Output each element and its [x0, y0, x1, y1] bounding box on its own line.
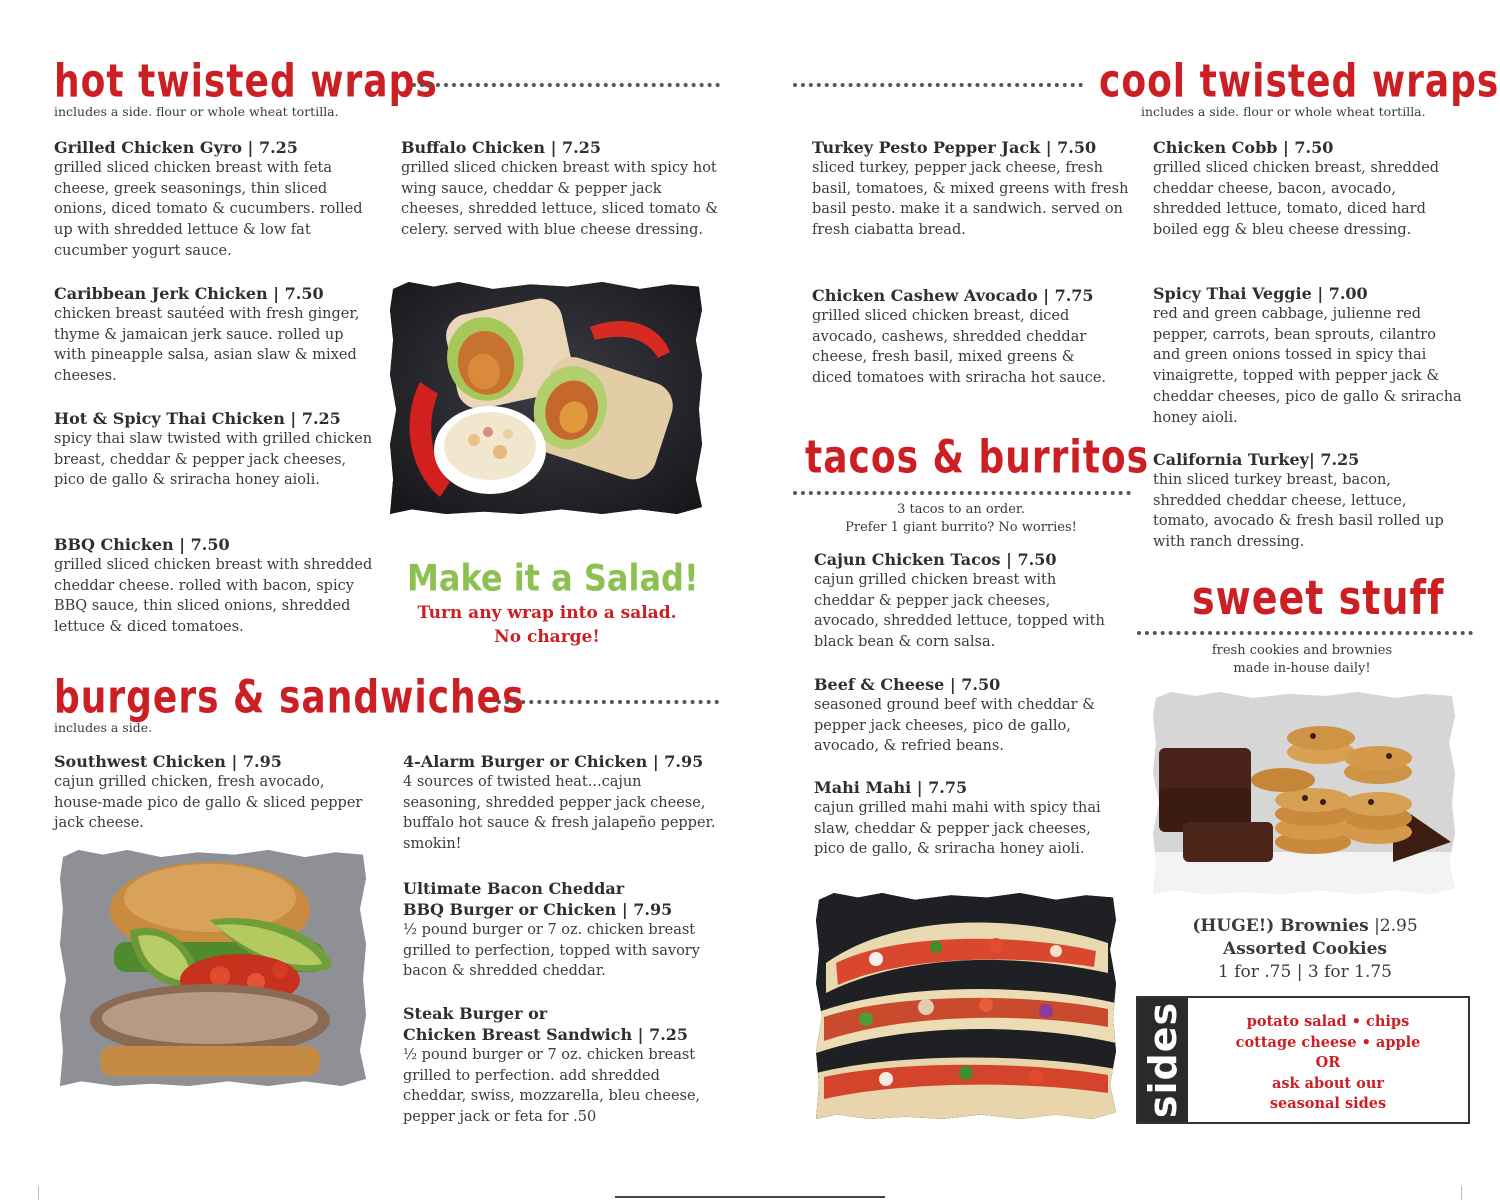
- item-price: 7.75: [1054, 286, 1094, 305]
- cookies-price: 1 for .75 | 3 for 1.75: [1218, 962, 1392, 982]
- menu-item-southwest-chicken: Southwest Chicken | 7.95 cajun grilled chicken, fresh avocado, house-made pico de gallo & sliced pepper jack cheese.: [54, 751, 374, 834]
- item-description: thin sliced turkey breast, bacon, shredded cheddar cheese, lettuce, tomato, avocado & fresh basil rolled up with ranch dressing.: [1153, 472, 1444, 551]
- item-price: 7.50: [284, 284, 324, 303]
- item-description: red and green cabbage, julienne red pepper, carrots, bean sprouts, cilantro and green onions tossed in spicy thai vinaigrette, topped with pepper jack & cheddar cheeses, pico de gallo & sriracha honey aioli.: [1153, 306, 1462, 426]
- item-description: grilled sliced chicken breast with spicy hot wing sauce, cheddar & pepper jack cheeses, shredded lettuce, sliced tomato & celery. served with blue cheese dressing.: [401, 160, 719, 239]
- item-name: BBQ Chicken: [54, 535, 174, 554]
- item-name-line1: Steak Burger or: [403, 1004, 548, 1023]
- burger-illustration: [60, 850, 366, 1086]
- item-name: Caribbean Jerk Chicken: [54, 284, 268, 303]
- cookies-illustration: [1153, 692, 1455, 894]
- item-price: 7.95: [633, 900, 673, 919]
- menu-item-beef-cheese: Beef & Cheese | 7.50 seasoned ground beef with cheddar & pepper jack cheeses, pico de gallo, avocado, & refried beans.: [814, 674, 1124, 757]
- item-description: grilled sliced chicken breast with shredded cheddar cheese. rolled with bacon, spicy BBQ sauce, thin sliced onions, shredded lettuce & diced tomatoes.: [54, 557, 373, 636]
- item-name-line2: BBQ Burger or Chicken: [403, 900, 617, 919]
- sweet-note-line1: fresh cookies and brownies: [1211, 643, 1393, 658]
- menu-item-steak-burger: Steak Burger or Chicken Breast Sandwich | 7.25 ½ pound burger or 7 oz. chicken breast grilled to perfection. add shredded cheddar, swiss, mozzarella, bleu cheese, pepper jack or feta for .50: [403, 1003, 723, 1128]
- item-description: spicy thai slaw twisted with grilled chicken breast, cheddar & pepper jack cheeses, pico de gallo & sriracha honey aioli.: [54, 431, 373, 489]
- menu-item-spicy-thai-veggie: Spicy Thai Veggie | 7.00 red and green cabbage, julienne red pepper, carrots, bean sprouts, cilantro and green onions tossed in spicy thai vinaigrette, topped with pepper jack & cheddar cheeses, pico de gallo & sriracha honey aioli.: [1153, 283, 1463, 428]
- sides-list: [1188, 1012, 1468, 1115]
- item-description: grilled sliced chicken breast, diced avocado, cashews, shredded cheddar cheese, fresh basil, mixed greens & diced tomatoes with sriracha hot sauce.: [812, 308, 1107, 387]
- tacos-photo: [816, 893, 1116, 1119]
- item-price: 7.95: [242, 752, 282, 771]
- tacos-note-line2: Prefer 1 giant burrito? No worries!: [845, 520, 1077, 535]
- item-name-line2: Chicken Breast Sandwich: [403, 1025, 633, 1044]
- item-name: California Turkey: [1153, 450, 1309, 469]
- item-name-line1: Ultimate Bacon Cheddar: [403, 879, 625, 898]
- burgers-divider: [497, 700, 719, 704]
- sides-line3: OR: [1315, 1054, 1341, 1071]
- item-name: Turkey Pesto Pepper Jack: [812, 138, 1041, 157]
- item-name: Buffalo Chicken: [401, 138, 546, 157]
- item-price: 7.50: [190, 535, 230, 554]
- menu-item-grilled-chicken-gyro: Grilled Chicken Gyro | 7.25 grilled sliced chicken breast with feta cheese, greek seasonings, thin sliced onions, diced tomato & cucumbers. rolled up with shredded lettuce & low fat cucumber yogurt sauce.: [54, 137, 374, 262]
- menu-item-chicken-cobb: Chicken Cobb | 7.50 grilled sliced chicken breast, shredded cheddar cheese, bacon, avocado, shredded lettuce, tomato, diced hard boiled egg & bleu cheese dressing.: [1153, 137, 1463, 241]
- item-description: ½ pound burger or 7 oz. chicken breast grilled to perfection, topped with savory bacon & shredded cheddar.: [403, 922, 700, 980]
- hot-wraps-subtitle: includes a side. flour or whole wheat tortilla.: [54, 104, 339, 119]
- menu-item-4-alarm-burger: 4-Alarm Burger or Chicken | 7.95 4 sources of twisted heat...cajun seasoning, shredded pepper jack cheese, buffalo hot sauce & fresh jalapeño pepper. smokin!: [403, 751, 723, 855]
- item-description: 4 sources of twisted heat...cajun seasoning, shredded pepper jack cheese, buffalo hot sauce & fresh jalapeño pepper. smokin!: [403, 774, 716, 853]
- menu-item-turkey-pesto-pepper-jack: Turkey Pesto Pepper Jack | 7.50 sliced turkey, pepper jack cheese, fresh basil, tomatoes, & mixed greens with fresh basil pesto. make it a sandwich. served on fresh ciabatta bread.: [812, 137, 1132, 241]
- sides-tab-label: sides: [1141, 1001, 1185, 1119]
- item-description: seasoned ground beef with cheddar & pepper jack cheeses, pico de gallo, avocado, & refried beans.: [814, 697, 1096, 755]
- sides-line5: seasonal sides: [1269, 1095, 1387, 1112]
- menu-item-buffalo-chicken: Buffalo Chicken | 7.25 grilled sliced chicken breast with spicy hot wing sauce, cheddar & pepper jack cheeses, shredded lettuce, sliced tomato & celery. served with blue cheese dressing.: [401, 137, 719, 241]
- item-name: Chicken Cobb: [1153, 138, 1278, 157]
- salad-promo-line2: No charge!: [494, 627, 600, 647]
- sweet-title: sweet stuff: [1192, 570, 1445, 626]
- menu-item-mahi-mahi: Mahi Mahi | 7.75 cajun grilled mahi mahi with spicy thai slaw, cheddar & pepper jack cheeses, pico de gallo, & sriracha honey aioli.: [814, 777, 1104, 860]
- item-price: 7.25: [258, 138, 298, 157]
- edge-tick-left: [38, 1186, 39, 1200]
- burgers-subtitle: includes a side.: [54, 720, 153, 735]
- menu-item-california-turkey: California Turkey| 7.25 thin sliced turkey breast, bacon, shredded cheddar cheese, lettuce, tomato, avocado & fresh basil rolled up with ranch dressing.: [1153, 449, 1453, 553]
- brownies-line: [1147, 916, 1463, 936]
- brownies-name: (HUGE!) Brownies: [1192, 916, 1369, 936]
- fold-mark: [615, 1196, 885, 1198]
- sides-line4: ask about our: [1272, 1074, 1384, 1092]
- hot-wraps-divider: [412, 83, 720, 87]
- item-price: 7.25: [562, 138, 601, 157]
- menu-item-ultimate-bacon-cheddar: Ultimate Bacon Cheddar BBQ Burger or Chicken | 7.95 ½ pound burger or 7 oz. chicken breast grilled to perfection, topped with savory bacon & shredded cheddar.: [403, 878, 723, 982]
- sweet-divider: [1137, 631, 1473, 635]
- menu-item-bbq-chicken: BBQ Chicken | 7.50 grilled sliced chicken breast with shredded cheddar cheese. rolled with bacon, spicy BBQ sauce, thin sliced onions, shredded lettuce & diced tomatoes.: [54, 534, 374, 638]
- item-price: 7.25: [301, 409, 341, 428]
- item-price: 7.25: [1320, 450, 1360, 469]
- sweet-note: [1147, 642, 1457, 678]
- hot-wraps-title: hot twisted wraps: [54, 56, 438, 108]
- item-description: ½ pound burger or 7 oz. chicken breast grilled to perfection. add shredded cheddar, swiss, mozzarella, bleu cheese, pepper jack or feta for .50: [403, 1047, 701, 1126]
- tacos-divider: [793, 491, 1131, 495]
- item-price: 7.50: [1057, 138, 1097, 157]
- item-description: cajun grilled chicken breast with cheddar & pepper jack cheeses, avocado, shredded lettuce, topped with black bean & corn salsa.: [814, 572, 1105, 651]
- edge-tick-right: [1461, 1186, 1462, 1200]
- item-description: grilled sliced chicken breast, shredded cheddar cheese, bacon, avocado, shredded lettuce, tomato, diced hard boiled egg & bleu cheese dressing.: [1153, 160, 1440, 239]
- wrap-illustration: [390, 282, 702, 514]
- item-price: 7.00: [1328, 284, 1368, 303]
- item-description: grilled sliced chicken breast with feta cheese, greek seasonings, thin sliced onions, diced tomato & cucumbers. rolled up with shredded lettuce & low fat cucumber yogurt sauce.: [54, 160, 363, 259]
- item-name: Grilled Chicken Gyro: [54, 138, 242, 157]
- menu-item-hot-spicy-thai-chicken: Hot & Spicy Thai Chicken | 7.25 spicy thai slaw twisted with grilled chicken breast, cheddar & pepper jack cheeses, pico de gallo & sriracha honey aioli.: [54, 408, 374, 491]
- item-price: 7.50: [1017, 550, 1057, 569]
- item-name: Mahi Mahi: [814, 778, 912, 797]
- salad-promo-line1: Turn any wrap into a salad.: [417, 603, 677, 623]
- cool-wraps-divider: [793, 83, 1083, 87]
- item-price: 7.95: [664, 752, 704, 771]
- sides-box: [1136, 996, 1470, 1124]
- item-price: 7.50: [1294, 138, 1334, 157]
- cookies-photo: [1153, 692, 1455, 894]
- item-description: cajun grilled chicken, fresh avocado, house-made pico de gallo & sliced pepper jack cheese.: [54, 774, 363, 832]
- tacos-note: [800, 501, 1122, 537]
- item-price: 7.50: [961, 675, 1001, 694]
- tacos-title: tacos & burritos: [805, 432, 1150, 484]
- cookies-line: Assorted Cookies: [1223, 939, 1387, 959]
- wrap-photo: [390, 282, 702, 514]
- menu-item-chicken-cashew-avocado: Chicken Cashew Avocado | 7.75 grilled sliced chicken breast, diced avocado, cashews, shredded cheddar cheese, fresh basil, mixed greens & diced tomatoes with sriracha hot sauce.: [812, 285, 1112, 389]
- tacos-note-line1: 3 tacos to an order.: [897, 502, 1025, 517]
- item-price: 7.75: [928, 778, 968, 797]
- item-description: cajun grilled mahi mahi with spicy thai slaw, cheddar & pepper jack cheeses, pico de gallo, & sriracha honey aioli.: [814, 800, 1101, 858]
- tacos-illustration: [816, 893, 1116, 1119]
- item-name: 4-Alarm Burger or Chicken: [403, 752, 648, 771]
- salad-promo-text: [380, 601, 714, 649]
- item-name: Beef & Cheese: [814, 675, 945, 694]
- sides-tab: [1138, 998, 1188, 1122]
- menu-item-caribbean-jerk-chicken: Caribbean Jerk Chicken | 7.50 chicken breast sautéed with fresh ginger, thyme & jamaican jerk sauce. rolled up with pineapple salsa, asian slaw & mixed cheeses.: [54, 283, 374, 387]
- sides-line2: cottage cheese • apple: [1235, 1033, 1421, 1051]
- cool-wraps-title: cool twisted wraps: [1099, 56, 1500, 108]
- menu-item-cajun-chicken-tacos: Cajun Chicken Tacos | 7.50 cajun grilled chicken breast with cheddar & pepper jack cheeses, avocado, shredded lettuce, topped with black bean & corn salsa.: [814, 549, 1114, 653]
- sweet-note-line2: made in-house daily!: [1233, 661, 1371, 676]
- item-price: 7.25: [649, 1025, 689, 1044]
- item-description: sliced turkey, pepper jack cheese, fresh basil, tomatoes, & mixed greens with fresh basil pesto. make it a sandwich. served on fresh ciabatta bread.: [812, 160, 1129, 239]
- salad-promo-title: Make it a Salad!: [407, 556, 699, 600]
- burger-photo: [60, 850, 366, 1086]
- burgers-title: burgers & sandwiches: [54, 672, 525, 724]
- item-name: Southwest Chicken: [54, 752, 226, 771]
- item-name: Hot & Spicy Thai Chicken: [54, 409, 285, 428]
- cool-wraps-subtitle: includes a side. flour or whole wheat tortilla.: [1141, 104, 1426, 119]
- item-description: chicken breast sautéed with fresh ginger, thyme & jamaican jerk sauce. rolled up with pineapple salsa, asian slaw & mixed cheeses.: [54, 306, 360, 385]
- item-name: Cajun Chicken Tacos: [814, 550, 1001, 569]
- item-name: Chicken Cashew Avocado: [812, 286, 1038, 305]
- item-name: Spicy Thai Veggie: [1153, 284, 1312, 303]
- sides-line1: potato salad • chips: [1246, 1013, 1410, 1030]
- brownies-price: |2.95: [1374, 916, 1418, 936]
